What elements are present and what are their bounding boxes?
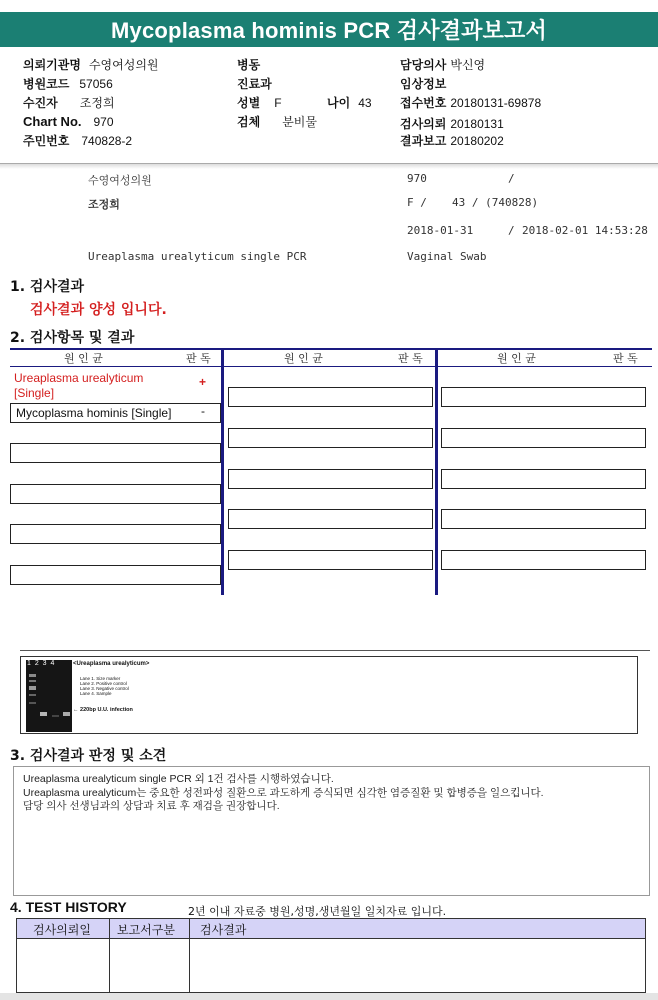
empty-cell bbox=[10, 484, 221, 504]
age-row bbox=[327, 94, 372, 111]
summary-test-name: Ureaplasma urealyticum single PCR bbox=[88, 250, 307, 263]
history-col-result: 검사결과 bbox=[200, 923, 247, 937]
doctor-row bbox=[400, 56, 485, 73]
grid-divider-1 bbox=[221, 349, 224, 595]
empty-cell bbox=[10, 524, 221, 544]
empty-cell bbox=[441, 550, 646, 570]
empty-cell bbox=[441, 469, 646, 489]
empty-cell bbox=[441, 387, 646, 407]
empty-cell bbox=[228, 387, 433, 407]
result-mark-mycoplasma: - bbox=[201, 404, 205, 418]
section2-title: 2. 검사항목 및 결과 bbox=[10, 330, 135, 346]
summary-sex: F / bbox=[407, 196, 427, 209]
resident-row bbox=[23, 132, 132, 149]
department-row bbox=[237, 75, 272, 92]
empty-cell bbox=[228, 469, 433, 489]
gel-legend-3: Lane 3. Negative control bbox=[80, 686, 129, 691]
result-grid-header-border bbox=[10, 366, 652, 367]
sex-value: F bbox=[274, 96, 282, 110]
empty-cell bbox=[228, 509, 433, 529]
gel-legend-4: Lane 4. Sample bbox=[80, 691, 112, 696]
sex-row bbox=[237, 94, 282, 111]
result-organism-ureaplasma-type: [Single] bbox=[14, 386, 55, 400]
result-grid-top-border bbox=[10, 348, 652, 350]
summary-date-sep: / bbox=[508, 224, 515, 237]
result-positive-text: 검사결과 양성 입니다. bbox=[30, 302, 167, 318]
report-title: Mycoplasma hominis PCR 검사결과보고서 bbox=[0, 12, 658, 47]
ward-label: 병동 bbox=[237, 58, 261, 72]
summary-specimen: Vaginal Swab bbox=[407, 250, 487, 263]
col-judge-2: 판 독 bbox=[398, 352, 423, 365]
specimen-label: 검체 bbox=[237, 115, 261, 129]
section4-title: 4. TEST HISTORY bbox=[10, 899, 127, 915]
clinical-label: 임상정보 bbox=[400, 77, 447, 91]
clinical-row bbox=[400, 75, 446, 92]
hospital-code-row bbox=[23, 75, 113, 92]
chart-value: 970 bbox=[93, 115, 114, 129]
institution-row bbox=[23, 56, 159, 73]
doctor-label: 담당의사 bbox=[400, 58, 447, 72]
empty-cell bbox=[441, 428, 646, 448]
summary-date-report: 2018-02-01 14:53:28 bbox=[522, 224, 648, 237]
summary-chart: 970 bbox=[407, 172, 427, 185]
gel-caption: <Ureaplasma urealyticum> bbox=[73, 661, 150, 667]
gel-legend-1: Lane 1. Size marker bbox=[80, 676, 121, 681]
age-label: 나이 bbox=[327, 96, 351, 110]
empty-cell bbox=[228, 550, 433, 570]
chart-row bbox=[23, 114, 114, 129]
gel-electrophoresis-image bbox=[26, 660, 72, 732]
gel-frame bbox=[20, 656, 638, 734]
request-row bbox=[400, 115, 504, 132]
examinee-row bbox=[23, 94, 115, 111]
empty-cell bbox=[10, 443, 221, 463]
section1-title: 1. 검사결과 bbox=[10, 279, 85, 295]
history-table-header bbox=[17, 919, 645, 939]
col-judge-1: 판 독 bbox=[186, 352, 211, 365]
ward-row bbox=[237, 56, 260, 73]
history-col-request-date: 검사의뢰일 bbox=[33, 923, 91, 937]
findings-line-1: Ureaplasma urealyticum single PCR 외 1건 검사를 시행하였습니다. bbox=[23, 773, 334, 785]
findings-line-3: 담당 의사 선생님과의 상담과 치료 후 재검을 권장합니다. bbox=[23, 800, 280, 812]
report-label: 결과보고 bbox=[400, 134, 447, 148]
footer-band bbox=[0, 993, 658, 1000]
section3-title: 3. 검사결과 판정 및 소견 bbox=[10, 748, 167, 764]
summary-name: 조정희 bbox=[88, 198, 120, 211]
result-organism-ureaplasma: Ureaplasma urealyticum bbox=[14, 371, 144, 385]
request-value: 20180131 bbox=[450, 117, 504, 131]
age-value: 43 bbox=[358, 96, 372, 110]
specimen-value: 분비물 bbox=[282, 115, 317, 129]
history-col-divider-1 bbox=[109, 919, 110, 992]
examinee-label: 수진자 bbox=[23, 96, 58, 110]
doctor-value: 박신영 bbox=[450, 58, 486, 72]
institution-label: 의뢰기관명 bbox=[23, 58, 81, 72]
empty-cell bbox=[441, 509, 646, 529]
hospital-code-value: 57056 bbox=[79, 77, 113, 91]
gel-band-label: ← 220bp U.U. infection bbox=[73, 707, 133, 713]
chart-label: Chart No. bbox=[23, 114, 82, 129]
report-row bbox=[400, 132, 504, 149]
col-organism-1: 원 인 균 bbox=[64, 352, 103, 365]
col-judge-3: 판 독 bbox=[613, 352, 638, 365]
accession-row bbox=[400, 94, 541, 111]
summary-age-birth: 43 / (740828) bbox=[452, 196, 539, 209]
history-table bbox=[16, 918, 646, 993]
gel-legend-2: Lane 2. Positive control bbox=[80, 681, 127, 686]
report-value: 20180202 bbox=[450, 134, 504, 148]
gel-top-rule bbox=[20, 650, 650, 651]
request-label: 검사의뢰 bbox=[400, 117, 447, 131]
institution-value: 수영여성의원 bbox=[88, 58, 159, 72]
history-note: 2년 이내 자료중 병원,성명,생년월일 일치자료 입니다. bbox=[188, 905, 447, 918]
history-col-divider-2 bbox=[189, 919, 190, 992]
accession-label: 접수번호 bbox=[400, 96, 447, 110]
empty-cell bbox=[228, 428, 433, 448]
col-organism-2: 원 인 균 bbox=[284, 352, 323, 365]
gel-lane-numbers: 1 2 3 4 bbox=[27, 660, 56, 667]
result-mark-ureaplasma: + bbox=[199, 375, 207, 389]
grid-divider-2 bbox=[435, 349, 438, 595]
empty-cell bbox=[10, 565, 221, 585]
summary-slash: / bbox=[508, 172, 515, 185]
summary-institution: 수영여성의원 bbox=[88, 174, 152, 187]
findings-line-2: Ureaplasma urealyticum는 중요한 성전파성 질환으로 과도하게 증식되면 심각한 염증질환 및 합병증을 일으킵니다. bbox=[23, 787, 544, 799]
accession-value: 20180131-69878 bbox=[450, 96, 542, 110]
summary-date-request: 2018-01-31 bbox=[407, 224, 474, 237]
header-shadow bbox=[0, 164, 658, 169]
examinee-value: 조정희 bbox=[79, 96, 115, 110]
resident-value: 740828-2 bbox=[81, 134, 133, 148]
sex-label: 성별 bbox=[237, 96, 261, 110]
resident-label: 주민번호 bbox=[23, 134, 70, 148]
history-col-report-type: 보고서구분 bbox=[117, 923, 175, 937]
col-organism-3: 원 인 균 bbox=[497, 352, 536, 365]
hospital-code-label: 병원코드 bbox=[23, 77, 70, 91]
specimen-row bbox=[237, 113, 317, 130]
department-label: 진료과 bbox=[237, 77, 272, 91]
result-organism-mycoplasma: Mycoplasma hominis [Single] bbox=[16, 406, 172, 420]
